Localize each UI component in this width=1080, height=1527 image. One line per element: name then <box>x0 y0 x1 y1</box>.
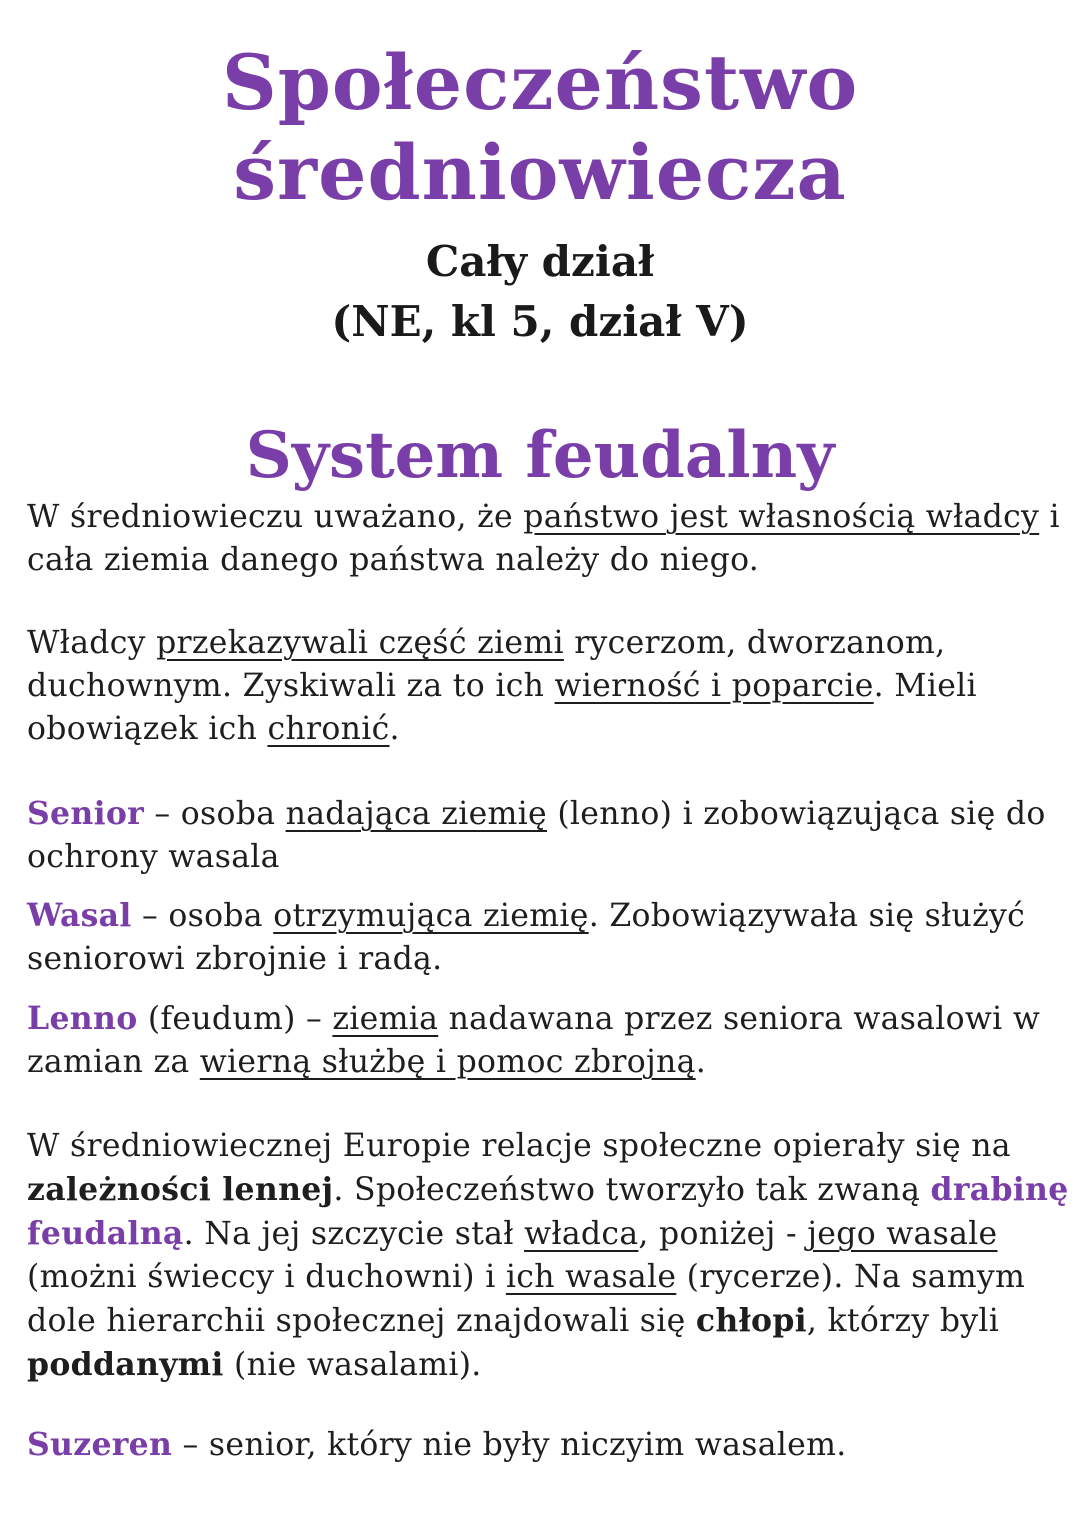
text: (nie wasalami). <box>223 1347 482 1383</box>
text: , którzy byli <box>806 1303 1000 1339</box>
underlined-text: nadająca ziemię <box>285 796 548 832</box>
definition-wasal <box>27 894 1072 981</box>
underlined-text: ich wasale <box>505 1259 677 1295</box>
bold-text: poddanymi <box>27 1346 224 1383</box>
text: rycerzom, dworzanom, duchownym. Zyskiwali za to ich <box>27 625 946 704</box>
text: . <box>695 1044 707 1080</box>
text: W średniowieczu uważano, że <box>27 499 524 535</box>
text: (możni świeccy i duchowni) i <box>27 1259 506 1295</box>
subtitle-line-2: (NE, kl 5, dział V) <box>331 297 749 346</box>
text: . <box>389 711 400 747</box>
definition-senior <box>27 792 1072 879</box>
bold-text: zależności lennej <box>27 1171 334 1208</box>
text: (lenno) i zobowiązująca się do ochrony wasala <box>27 796 1046 875</box>
title-line-2: średniowiecza <box>233 128 847 217</box>
term-suzeren: Suzeren <box>27 1426 173 1463</box>
text: (rycerze). Na samym dole hierarchii społecznej znajdowali się <box>27 1259 1026 1339</box>
text: . Społeczeństwo tworzyło tak zwaną <box>333 1172 931 1208</box>
text: – osoba <box>144 796 286 832</box>
text: (feudum) – <box>137 1001 333 1037</box>
underlined-text: władca <box>524 1216 639 1252</box>
text: , poniżej - <box>638 1216 808 1252</box>
section-title: System feudalny <box>245 418 835 493</box>
underlined-text: wierną służbę i pomoc zbrojną <box>199 1044 696 1080</box>
term-lenno: Lenno <box>27 1000 138 1037</box>
bold-text: chłopi <box>695 1302 807 1339</box>
text: . Na jej szczycie stał <box>183 1216 525 1252</box>
underlined-text: ziemia <box>332 1001 439 1037</box>
page-title <box>0 38 1080 218</box>
title-line-1: Społeczeństwo <box>221 38 859 127</box>
text: – osoba <box>131 898 274 934</box>
text: . Zobowiązywała się służyć seniorowi zbrojnie i radą. <box>27 898 1026 977</box>
paragraph-feudal-ladder <box>27 1125 1072 1387</box>
term-feudal-ladder: drabinę feudalną <box>27 1171 1069 1252</box>
paragraph-land-transfer <box>27 622 1072 751</box>
underlined-text: jego wasale <box>807 1216 998 1252</box>
text: – senior, który nie były niczyim wasalem. <box>172 1427 847 1463</box>
text: nadawana przez seniora wasalowi w zamian za <box>27 1001 1041 1080</box>
definition-suzeren <box>27 1423 1072 1467</box>
text: i cała ziemia danego państwa należy do niego. <box>27 499 1060 578</box>
term-wasal: Wasal <box>27 897 132 934</box>
underlined-text: państwo jest własnością władcy <box>523 499 1040 535</box>
term-senior: Senior <box>27 795 145 832</box>
definition-lenno <box>27 997 1072 1084</box>
text: . Mieli obowiązek ich <box>27 668 977 747</box>
underlined-text: chronić <box>267 711 390 747</box>
subtitle-line-1: Cały dział <box>425 237 655 286</box>
page-subtitle <box>0 232 1080 352</box>
underlined-text: otrzymująca ziemię <box>273 898 589 934</box>
underlined-text: wierność i poparcie <box>554 668 874 704</box>
underlined-text: przekazywali część ziemi <box>156 625 564 661</box>
text: Władcy <box>27 625 157 661</box>
text: W średniowiecznej Europie relacje społeczne opierały się na <box>27 1128 1011 1164</box>
paragraph-state-ownership <box>27 496 1072 582</box>
